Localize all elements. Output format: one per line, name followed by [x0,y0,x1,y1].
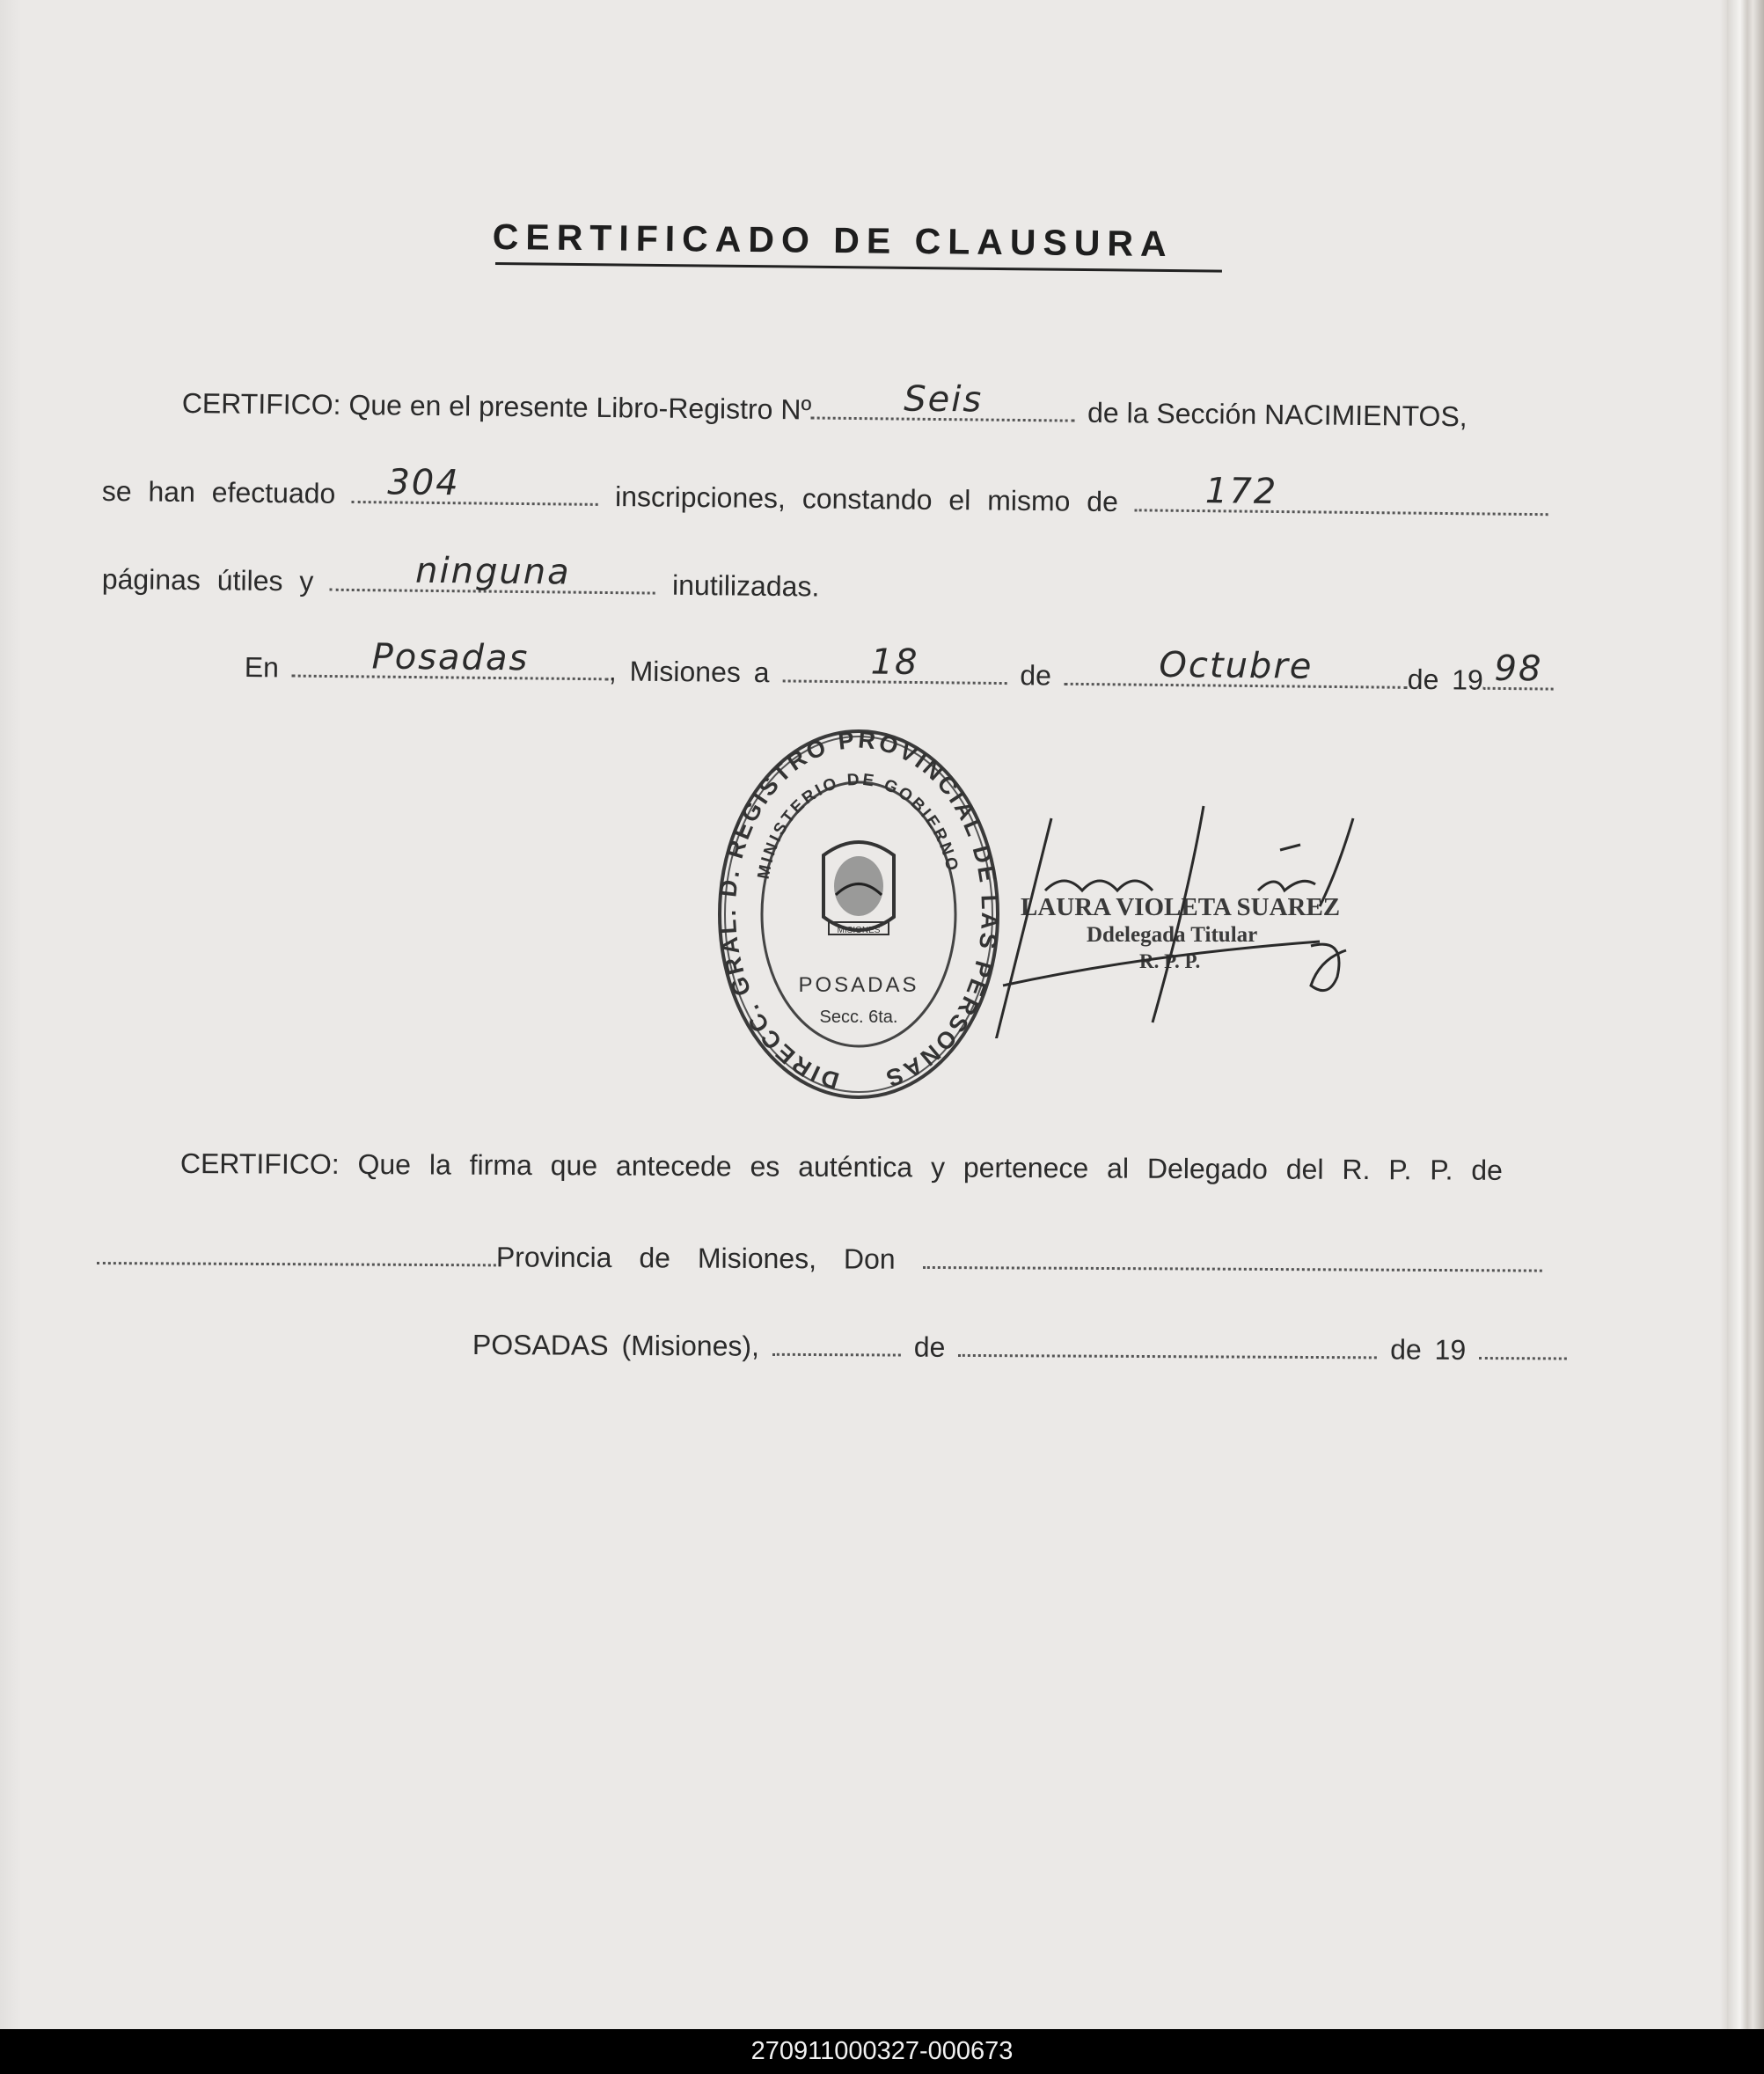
inutilizadas-value: ninguna [414,550,571,593]
document-title: CERTIFICADO DE CLAUSURA [492,216,1174,265]
delegado-lugar-field [97,1241,496,1266]
paginas-field [1135,471,1548,516]
paragraph2-line2-text: Provincia de Misiones, Don [495,1241,896,1275]
paragraph1-line1-end: de la Sección NACIMIENTOS, [1087,396,1468,433]
paragraph1-line2-middle: inscripciones, constando el mismo de [614,480,1119,518]
paragraph1-line2 [101,462,1548,523]
libro-numero-value: Seis [904,378,984,421]
inscripciones-value: 304 [387,462,460,504]
mes-field [1065,644,1408,689]
paragraph2-line1: CERTIFICO: Que la firma que antecede es auténtica y pertenece al Delegado del R. P. P. de [179,1147,1503,1186]
stamp-city: POSADAS [798,973,919,997]
paragraph1-line4 [244,636,1554,698]
footer-document-id: 270911000327-000673 [0,2029,1764,2074]
paginas-value: 172 [1204,471,1278,512]
delegado-nombre-field [922,1245,1541,1272]
stamp-outer-text: DIRECC. GRAL. D. REGISTRO PROVINCIAL DE LAS PERSONAS [714,726,1003,1095]
cert-dia-field [772,1332,901,1357]
stamp-section: Secc. 6ta. [819,1008,898,1027]
paragraph2-line3-text: POSADAS (Misiones), [472,1329,760,1362]
signatory-office: R. P. P. [1139,950,1201,972]
official-oval-stamp [714,723,1003,1105]
cert-anio-field [1479,1336,1567,1360]
shield-emblem-icon [823,842,894,935]
book-binding-edge [1727,0,1764,2029]
dia-value: 18 [870,641,919,684]
paragraph2-line3 [472,1329,1567,1367]
paragraph2-line3-de: de [913,1330,946,1363]
paragraph1-line3-end: inutilizadas. [671,568,820,603]
mes-value: Octubre [1159,644,1314,687]
paragraph1-line4-de: de [1020,659,1052,692]
inutilizadas-field [330,550,655,595]
paragraph1-line4-misiones: , Misiones a [608,655,770,689]
paragraph1-line4-de19: de 19 [1407,663,1484,696]
stamp-inner-text: MINISTERIO DE GOBIERNO [754,770,963,881]
anio-value: 98 [1494,648,1543,690]
lugar-field [292,636,609,681]
left-margin [0,0,21,2029]
signatory-name: LAURA VIOLETA SUAREZ [1021,893,1341,921]
lugar-value: Posadas [371,636,530,679]
paragraph1-line3 [101,550,820,604]
paragraph2-line2 [97,1239,1542,1279]
signatory-role: Ddelegada Titular [1087,923,1258,947]
inscripciones-field [352,462,598,506]
paragraph1-line4-en: En [244,651,280,684]
paragraph1-line3-text: páginas útiles y [101,563,314,597]
signature-block [968,792,1372,1038]
libro-numero-field [811,378,1075,421]
paragraph1-line1-text: CERTIFICO: Que en el presente Libro-Registro Nº [181,387,812,426]
cert-mes-field [958,1333,1377,1359]
handwritten-signature [985,806,1353,1038]
paragraph2-line3-de19: de 19 [1390,1333,1467,1366]
paragraph1-line2-text: se han efectuado [101,475,336,509]
stamp-emblem-text: MISIONES [837,926,881,935]
dia-field [782,641,1006,685]
paragraph1-line1 [181,378,1468,433]
anio-field [1483,648,1554,691]
page-edge-shadow [1720,0,1727,2029]
